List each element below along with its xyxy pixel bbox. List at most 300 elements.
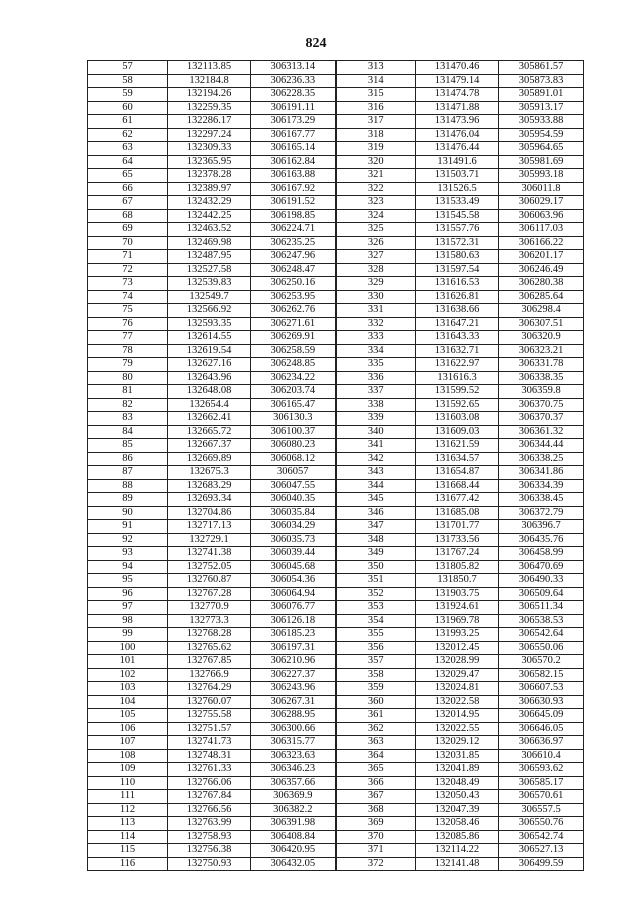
coordinates-table xyxy=(87,60,584,871)
point-number-cell: 60 xyxy=(88,101,168,115)
y-coordinate-cell: 306246.49 xyxy=(499,263,584,277)
point-number-cell: 79 xyxy=(88,358,168,372)
point-number-cell: 315 xyxy=(336,88,416,102)
point-number-cell: 331 xyxy=(336,304,416,318)
point-number-cell: 362 xyxy=(336,722,416,736)
y-coordinate-cell: 306253.95 xyxy=(251,290,336,304)
point-number-cell: 365 xyxy=(336,763,416,777)
table-row xyxy=(88,290,584,304)
x-coordinate-cell: 132766.9 xyxy=(168,668,251,682)
point-number-cell: 72 xyxy=(88,263,168,277)
y-coordinate-cell: 306313.14 xyxy=(251,61,336,75)
x-coordinate-cell: 132758.93 xyxy=(168,830,251,844)
x-coordinate-cell: 131597.54 xyxy=(416,263,499,277)
y-coordinate-cell: 306063.96 xyxy=(499,209,584,223)
x-coordinate-cell: 131474.78 xyxy=(416,88,499,102)
x-coordinate-cell: 131609.03 xyxy=(416,425,499,439)
point-number-cell: 107 xyxy=(88,736,168,750)
point-number-cell: 366 xyxy=(336,776,416,790)
table-row xyxy=(88,331,584,345)
point-number-cell: 346 xyxy=(336,506,416,520)
x-coordinate-cell: 131471.88 xyxy=(416,101,499,115)
y-coordinate-cell: 306243.96 xyxy=(251,682,336,696)
y-coordinate-cell: 306630.93 xyxy=(499,695,584,709)
x-coordinate-cell: 132693.34 xyxy=(168,493,251,507)
table-row xyxy=(88,452,584,466)
point-number-cell: 113 xyxy=(88,817,168,831)
y-coordinate-cell: 306076.77 xyxy=(251,601,336,615)
y-coordinate-cell: 306163.88 xyxy=(251,169,336,183)
x-coordinate-cell: 131654.87 xyxy=(416,466,499,480)
y-coordinate-cell: 306323.63 xyxy=(251,749,336,763)
point-number-cell: 116 xyxy=(88,857,168,871)
y-coordinate-cell: 306167.77 xyxy=(251,128,336,142)
y-coordinate-cell: 306582.15 xyxy=(499,668,584,682)
point-number-cell: 59 xyxy=(88,88,168,102)
y-coordinate-cell: 306370.37 xyxy=(499,412,584,426)
point-number-cell: 71 xyxy=(88,250,168,264)
point-number-cell: 105 xyxy=(88,709,168,723)
x-coordinate-cell: 132765.62 xyxy=(168,641,251,655)
y-coordinate-cell: 306165.14 xyxy=(251,142,336,156)
x-coordinate-cell: 132768.28 xyxy=(168,628,251,642)
x-coordinate-cell: 131503.71 xyxy=(416,169,499,183)
y-coordinate-cell: 306341.86 xyxy=(499,466,584,480)
point-number-cell: 338 xyxy=(336,398,416,412)
point-number-cell: 349 xyxy=(336,547,416,561)
x-coordinate-cell: 132487.95 xyxy=(168,250,251,264)
table-row xyxy=(88,371,584,385)
x-coordinate-cell: 132667.37 xyxy=(168,439,251,453)
y-coordinate-cell: 306117.03 xyxy=(499,223,584,237)
point-number-cell: 351 xyxy=(336,574,416,588)
y-coordinate-cell: 305861.57 xyxy=(499,61,584,75)
y-coordinate-cell: 306130.3 xyxy=(251,412,336,426)
point-number-cell: 102 xyxy=(88,668,168,682)
x-coordinate-cell: 131557.76 xyxy=(416,223,499,237)
x-coordinate-cell: 132024.81 xyxy=(416,682,499,696)
x-coordinate-cell: 131626.81 xyxy=(416,290,499,304)
x-coordinate-cell: 132259.35 xyxy=(168,101,251,115)
y-coordinate-cell: 306550.06 xyxy=(499,641,584,655)
point-number-cell: 101 xyxy=(88,655,168,669)
x-coordinate-cell: 131622.97 xyxy=(416,358,499,372)
table-row xyxy=(88,196,584,210)
y-coordinate-cell: 306557.5 xyxy=(499,803,584,817)
x-coordinate-cell: 132028.99 xyxy=(416,655,499,669)
point-number-cell: 333 xyxy=(336,331,416,345)
point-number-cell: 357 xyxy=(336,655,416,669)
x-coordinate-cell: 132012.45 xyxy=(416,641,499,655)
y-coordinate-cell: 306191.11 xyxy=(251,101,336,115)
table-row xyxy=(88,385,584,399)
point-number-cell: 372 xyxy=(336,857,416,871)
x-coordinate-cell: 131533.49 xyxy=(416,196,499,210)
y-coordinate-cell: 306198.85 xyxy=(251,209,336,223)
x-coordinate-cell: 131476.44 xyxy=(416,142,499,156)
y-coordinate-cell: 306224.71 xyxy=(251,223,336,237)
table-row xyxy=(88,506,584,520)
point-number-cell: 319 xyxy=(336,142,416,156)
x-coordinate-cell: 131592.65 xyxy=(416,398,499,412)
x-coordinate-cell: 132766.06 xyxy=(168,776,251,790)
y-coordinate-cell: 306338.45 xyxy=(499,493,584,507)
y-coordinate-cell: 306035.84 xyxy=(251,506,336,520)
y-coordinate-cell: 306610.4 xyxy=(499,749,584,763)
y-coordinate-cell: 306420.95 xyxy=(251,844,336,858)
x-coordinate-cell: 131969.78 xyxy=(416,614,499,628)
y-coordinate-cell: 306370.75 xyxy=(499,398,584,412)
y-coordinate-cell: 306300.66 xyxy=(251,722,336,736)
point-number-cell: 342 xyxy=(336,452,416,466)
y-coordinate-cell: 306338.35 xyxy=(499,371,584,385)
y-coordinate-cell: 306338.25 xyxy=(499,452,584,466)
table-row xyxy=(88,749,584,763)
y-coordinate-cell: 306039.44 xyxy=(251,547,336,561)
y-coordinate-cell: 306346.23 xyxy=(251,763,336,777)
x-coordinate-cell: 131470.46 xyxy=(416,61,499,75)
x-coordinate-cell: 131850.7 xyxy=(416,574,499,588)
table-row xyxy=(88,628,584,642)
point-number-cell: 66 xyxy=(88,182,168,196)
x-coordinate-cell: 132741.38 xyxy=(168,547,251,561)
table-row xyxy=(88,709,584,723)
x-coordinate-cell: 131603.08 xyxy=(416,412,499,426)
y-coordinate-cell: 306334.39 xyxy=(499,479,584,493)
x-coordinate-cell: 132675.3 xyxy=(168,466,251,480)
point-number-cell: 58 xyxy=(88,74,168,88)
y-coordinate-cell: 306034.29 xyxy=(251,520,336,534)
x-coordinate-cell: 132752.05 xyxy=(168,560,251,574)
page-number: 824 xyxy=(305,36,327,51)
point-number-cell: 341 xyxy=(336,439,416,453)
y-coordinate-cell: 306271.61 xyxy=(251,317,336,331)
y-coordinate-cell: 306511.34 xyxy=(499,601,584,615)
table-row xyxy=(88,803,584,817)
point-number-cell: 83 xyxy=(88,412,168,426)
point-number-cell: 93 xyxy=(88,547,168,561)
point-number-cell: 64 xyxy=(88,155,168,169)
x-coordinate-cell: 132297.24 xyxy=(168,128,251,142)
y-coordinate-cell: 306636.97 xyxy=(499,736,584,750)
x-coordinate-cell: 132022.58 xyxy=(416,695,499,709)
y-coordinate-cell: 306550.76 xyxy=(499,817,584,831)
table-row xyxy=(88,533,584,547)
y-coordinate-cell: 306210.96 xyxy=(251,655,336,669)
point-number-cell: 370 xyxy=(336,830,416,844)
x-coordinate-cell: 132683.29 xyxy=(168,479,251,493)
point-number-cell: 335 xyxy=(336,358,416,372)
table-row xyxy=(88,587,584,601)
x-coordinate-cell: 132286.17 xyxy=(168,115,251,129)
y-coordinate-cell: 306197.31 xyxy=(251,641,336,655)
x-coordinate-cell: 132085.86 xyxy=(416,830,499,844)
y-coordinate-cell: 306250.16 xyxy=(251,277,336,291)
point-number-cell: 369 xyxy=(336,817,416,831)
table-row xyxy=(88,601,584,615)
x-coordinate-cell: 132619.54 xyxy=(168,344,251,358)
y-coordinate-cell: 306040.35 xyxy=(251,493,336,507)
y-coordinate-cell: 306432.05 xyxy=(251,857,336,871)
point-number-cell: 88 xyxy=(88,479,168,493)
point-number-cell: 108 xyxy=(88,749,168,763)
table-row xyxy=(88,304,584,318)
x-coordinate-cell: 131805.82 xyxy=(416,560,499,574)
table-row xyxy=(88,857,584,871)
point-number-cell: 80 xyxy=(88,371,168,385)
point-number-cell: 336 xyxy=(336,371,416,385)
point-number-cell: 358 xyxy=(336,668,416,682)
x-coordinate-cell: 132041.89 xyxy=(416,763,499,777)
point-number-cell: 314 xyxy=(336,74,416,88)
x-coordinate-cell: 132378.28 xyxy=(168,169,251,183)
y-coordinate-cell: 306258.59 xyxy=(251,344,336,358)
table-row xyxy=(88,817,584,831)
y-coordinate-cell: 305954.59 xyxy=(499,128,584,142)
y-coordinate-cell: 305981.69 xyxy=(499,155,584,169)
x-coordinate-cell: 131572.31 xyxy=(416,236,499,250)
x-coordinate-cell: 131545.58 xyxy=(416,209,499,223)
table-row xyxy=(88,398,584,412)
y-coordinate-cell: 306315.77 xyxy=(251,736,336,750)
y-coordinate-cell: 306203.74 xyxy=(251,385,336,399)
point-number-cell: 343 xyxy=(336,466,416,480)
point-number-cell: 69 xyxy=(88,223,168,237)
x-coordinate-cell: 132756.38 xyxy=(168,844,251,858)
y-coordinate-cell: 306382.2 xyxy=(251,803,336,817)
x-coordinate-cell: 132463.52 xyxy=(168,223,251,237)
y-coordinate-cell: 306408.84 xyxy=(251,830,336,844)
table-row xyxy=(88,466,584,480)
point-number-cell: 359 xyxy=(336,682,416,696)
point-number-cell: 89 xyxy=(88,493,168,507)
y-coordinate-cell: 306509.64 xyxy=(499,587,584,601)
point-number-cell: 103 xyxy=(88,682,168,696)
point-number-cell: 340 xyxy=(336,425,416,439)
table-row xyxy=(88,736,584,750)
y-coordinate-cell: 306165.47 xyxy=(251,398,336,412)
x-coordinate-cell: 132729.1 xyxy=(168,533,251,547)
x-coordinate-cell: 131668.44 xyxy=(416,479,499,493)
point-number-cell: 313 xyxy=(336,61,416,75)
point-number-cell: 97 xyxy=(88,601,168,615)
point-number-cell: 354 xyxy=(336,614,416,628)
y-coordinate-cell: 306307.51 xyxy=(499,317,584,331)
point-number-cell: 115 xyxy=(88,844,168,858)
x-coordinate-cell: 132766.56 xyxy=(168,803,251,817)
point-number-cell: 321 xyxy=(336,169,416,183)
y-coordinate-cell: 306029.17 xyxy=(499,196,584,210)
y-coordinate-cell: 306228.35 xyxy=(251,88,336,102)
point-number-cell: 96 xyxy=(88,587,168,601)
point-number-cell: 86 xyxy=(88,452,168,466)
y-coordinate-cell: 306344.44 xyxy=(499,439,584,453)
y-coordinate-cell: 306593.62 xyxy=(499,763,584,777)
x-coordinate-cell: 131616.3 xyxy=(416,371,499,385)
table-row xyxy=(88,412,584,426)
table-row xyxy=(88,358,584,372)
point-number-cell: 363 xyxy=(336,736,416,750)
x-coordinate-cell: 132767.85 xyxy=(168,655,251,669)
point-number-cell: 339 xyxy=(336,412,416,426)
x-coordinate-cell: 132648.08 xyxy=(168,385,251,399)
y-coordinate-cell: 306585.17 xyxy=(499,776,584,790)
point-number-cell: 317 xyxy=(336,115,416,129)
point-number-cell: 95 xyxy=(88,574,168,588)
x-coordinate-cell: 132760.87 xyxy=(168,574,251,588)
point-number-cell: 364 xyxy=(336,749,416,763)
x-coordinate-cell: 131638.66 xyxy=(416,304,499,318)
point-number-cell: 67 xyxy=(88,196,168,210)
y-coordinate-cell: 306458.99 xyxy=(499,547,584,561)
x-coordinate-cell: 131685.08 xyxy=(416,506,499,520)
x-coordinate-cell: 132029.12 xyxy=(416,736,499,750)
point-number-cell: 353 xyxy=(336,601,416,615)
y-coordinate-cell: 306100.37 xyxy=(251,425,336,439)
y-coordinate-cell: 306391.98 xyxy=(251,817,336,831)
point-number-cell: 94 xyxy=(88,560,168,574)
y-coordinate-cell: 306057 xyxy=(251,466,336,480)
table-row xyxy=(88,547,584,561)
x-coordinate-cell: 132763.99 xyxy=(168,817,251,831)
x-coordinate-cell: 132048.49 xyxy=(416,776,499,790)
x-coordinate-cell: 132669.89 xyxy=(168,452,251,466)
y-coordinate-cell: 306357.66 xyxy=(251,776,336,790)
x-coordinate-cell: 132750.93 xyxy=(168,857,251,871)
x-coordinate-cell: 132365.95 xyxy=(168,155,251,169)
point-number-cell: 81 xyxy=(88,385,168,399)
x-coordinate-cell: 131677.42 xyxy=(416,493,499,507)
x-coordinate-cell: 132764.29 xyxy=(168,682,251,696)
point-number-cell: 327 xyxy=(336,250,416,264)
x-coordinate-cell: 132432.29 xyxy=(168,196,251,210)
point-number-cell: 98 xyxy=(88,614,168,628)
x-coordinate-cell: 131924.61 xyxy=(416,601,499,615)
x-coordinate-cell: 132593.35 xyxy=(168,317,251,331)
y-coordinate-cell: 306646.05 xyxy=(499,722,584,736)
point-number-cell: 367 xyxy=(336,790,416,804)
point-number-cell: 112 xyxy=(88,803,168,817)
y-coordinate-cell: 306331.78 xyxy=(499,358,584,372)
point-number-cell: 326 xyxy=(336,236,416,250)
table-row xyxy=(88,655,584,669)
table-row xyxy=(88,439,584,453)
y-coordinate-cell: 306527.13 xyxy=(499,844,584,858)
y-coordinate-cell: 306538.53 xyxy=(499,614,584,628)
y-coordinate-cell: 306054.36 xyxy=(251,574,336,588)
x-coordinate-cell: 132627.16 xyxy=(168,358,251,372)
table-row xyxy=(88,209,584,223)
y-coordinate-cell: 306607.53 xyxy=(499,682,584,696)
table-row xyxy=(88,317,584,331)
y-coordinate-cell: 306248.47 xyxy=(251,263,336,277)
point-number-cell: 100 xyxy=(88,641,168,655)
point-number-cell: 114 xyxy=(88,830,168,844)
point-number-cell: 76 xyxy=(88,317,168,331)
point-number-cell: 347 xyxy=(336,520,416,534)
x-coordinate-cell: 132141.48 xyxy=(416,857,499,871)
point-number-cell: 84 xyxy=(88,425,168,439)
table-row xyxy=(88,722,584,736)
y-coordinate-cell: 305993.18 xyxy=(499,169,584,183)
point-number-cell: 322 xyxy=(336,182,416,196)
point-number-cell: 360 xyxy=(336,695,416,709)
y-coordinate-cell: 306435.76 xyxy=(499,533,584,547)
y-coordinate-cell: 306280.38 xyxy=(499,277,584,291)
table-row xyxy=(88,250,584,264)
table-row xyxy=(88,830,584,844)
x-coordinate-cell: 131647.21 xyxy=(416,317,499,331)
y-coordinate-cell: 306288.95 xyxy=(251,709,336,723)
table-row xyxy=(88,479,584,493)
point-number-cell: 57 xyxy=(88,61,168,75)
y-coordinate-cell: 305913.17 xyxy=(499,101,584,115)
point-number-cell: 325 xyxy=(336,223,416,237)
point-number-cell: 352 xyxy=(336,587,416,601)
table-row xyxy=(88,223,584,237)
x-coordinate-cell: 131701.77 xyxy=(416,520,499,534)
y-coordinate-cell: 305964.65 xyxy=(499,142,584,156)
point-number-cell: 368 xyxy=(336,803,416,817)
coordinates-table-body xyxy=(88,61,584,871)
x-coordinate-cell: 132029.47 xyxy=(416,668,499,682)
point-number-cell: 361 xyxy=(336,709,416,723)
x-coordinate-cell: 132704.86 xyxy=(168,506,251,520)
x-coordinate-cell: 131903.75 xyxy=(416,587,499,601)
y-coordinate-cell: 306323.21 xyxy=(499,344,584,358)
y-coordinate-cell: 306267.31 xyxy=(251,695,336,709)
point-number-cell: 330 xyxy=(336,290,416,304)
point-number-cell: 350 xyxy=(336,560,416,574)
y-coordinate-cell: 306470.69 xyxy=(499,560,584,574)
point-number-cell: 106 xyxy=(88,722,168,736)
y-coordinate-cell: 306570.61 xyxy=(499,790,584,804)
x-coordinate-cell: 131473.96 xyxy=(416,115,499,129)
x-coordinate-cell: 132770.9 xyxy=(168,601,251,615)
y-coordinate-cell: 306080.23 xyxy=(251,439,336,453)
y-coordinate-cell: 306185.23 xyxy=(251,628,336,642)
point-number-cell: 344 xyxy=(336,479,416,493)
point-number-cell: 77 xyxy=(88,331,168,345)
y-coordinate-cell: 306173.29 xyxy=(251,115,336,129)
y-coordinate-cell: 306227.37 xyxy=(251,668,336,682)
y-coordinate-cell: 306247.96 xyxy=(251,250,336,264)
y-coordinate-cell: 306162.84 xyxy=(251,155,336,169)
table-row xyxy=(88,88,584,102)
x-coordinate-cell: 131632.71 xyxy=(416,344,499,358)
x-coordinate-cell: 132767.28 xyxy=(168,587,251,601)
point-number-cell: 87 xyxy=(88,466,168,480)
x-coordinate-cell: 132717.13 xyxy=(168,520,251,534)
table-row xyxy=(88,560,584,574)
x-coordinate-cell: 131476.04 xyxy=(416,128,499,142)
x-coordinate-cell: 132539.83 xyxy=(168,277,251,291)
table-row xyxy=(88,425,584,439)
y-coordinate-cell: 306285.64 xyxy=(499,290,584,304)
y-coordinate-cell: 306645.09 xyxy=(499,709,584,723)
y-coordinate-cell: 306320.9 xyxy=(499,331,584,345)
point-number-cell: 62 xyxy=(88,128,168,142)
y-coordinate-cell: 306191.52 xyxy=(251,196,336,210)
y-coordinate-cell: 305933.88 xyxy=(499,115,584,129)
table-row xyxy=(88,263,584,277)
x-coordinate-cell: 132566.92 xyxy=(168,304,251,318)
y-coordinate-cell: 306298.4 xyxy=(499,304,584,318)
x-coordinate-cell: 132654.4 xyxy=(168,398,251,412)
x-coordinate-cell: 131479.14 xyxy=(416,74,499,88)
point-number-cell: 99 xyxy=(88,628,168,642)
y-coordinate-cell: 306234.22 xyxy=(251,371,336,385)
